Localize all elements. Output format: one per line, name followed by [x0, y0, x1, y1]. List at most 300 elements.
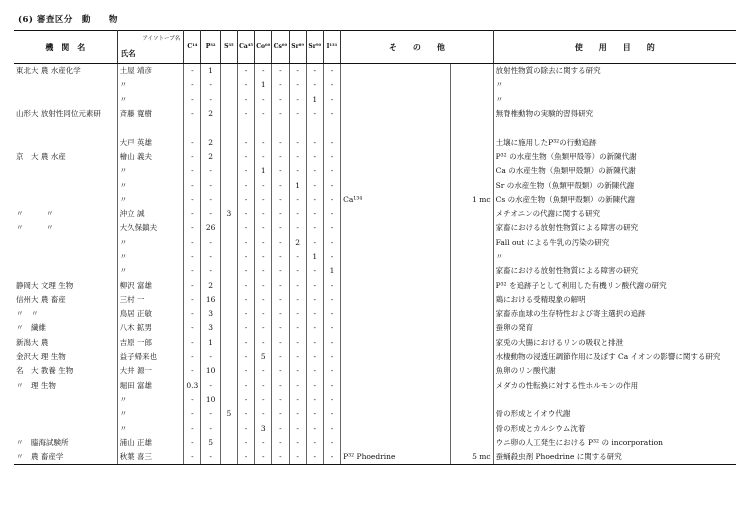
- isotope-value-cell: -: [323, 178, 340, 192]
- other-isotope-cell: [341, 321, 451, 335]
- isotope-value-cell: -: [237, 350, 254, 364]
- isotope-value-cell: -: [255, 307, 272, 321]
- isotope-value-cell: -: [306, 236, 323, 250]
- isotope-value-cell: -: [201, 178, 220, 192]
- person-name-cell: 檜山 義夫: [117, 150, 184, 164]
- table-row: [14, 121, 736, 135]
- other-isotope-cell: [341, 236, 451, 250]
- isotope-value-cell: -: [237, 278, 254, 292]
- name-header: [117, 31, 184, 64]
- isotope-value-cell: -: [237, 264, 254, 278]
- isotope-value-cell: -: [289, 135, 306, 149]
- isotope-value-cell: 3: [255, 421, 272, 435]
- isotope-value-cell: 26: [201, 221, 220, 235]
- person-name-cell: 沖立 誠: [117, 207, 184, 221]
- isotope-value-cell: -: [184, 393, 201, 407]
- isotope-value-cell: [220, 379, 237, 393]
- isotope-value-cell: -: [323, 336, 340, 350]
- isotope-value-cell: -: [272, 264, 289, 278]
- isotope-value-cell: -: [272, 93, 289, 107]
- isotope-value-cell: -: [237, 307, 254, 321]
- other-amount-cell: [450, 293, 493, 307]
- isotope-value-cell: [220, 293, 237, 307]
- other-amount-cell: [450, 150, 493, 164]
- isotope-value-cell: -: [237, 78, 254, 92]
- isotope-value-cell: -: [184, 236, 201, 250]
- isotope-value-cell: -: [255, 364, 272, 378]
- isotope-value-cell: -: [306, 164, 323, 178]
- isotope-value-cell: -: [184, 107, 201, 121]
- isotope-value-cell: -: [306, 150, 323, 164]
- person-name-cell: 吉原 一郎: [117, 336, 184, 350]
- isotope-value-cell: -: [289, 264, 306, 278]
- other-isotope-cell: [341, 379, 451, 393]
- isotope-value-cell: -: [323, 450, 340, 465]
- isotope-value-cell: -: [272, 221, 289, 235]
- isotope-value-cell: -: [237, 64, 254, 79]
- isotope-value-cell: -: [237, 379, 254, 393]
- isotope-value-cell: -: [306, 364, 323, 378]
- isotope-value-cell: -: [289, 350, 306, 364]
- table-row: [14, 78, 736, 92]
- isotope-value-cell: -: [237, 436, 254, 450]
- person-name-cell: 大久保鎮夫: [117, 221, 184, 235]
- purpose-cell: ウニ卵の人工発生における P³² の incorporation: [495, 437, 663, 447]
- isotope-value-cell: -: [289, 107, 306, 121]
- other-isotope-cell: [341, 278, 451, 292]
- person-name-header: 氏名: [120, 49, 136, 58]
- institution-cell: 名 大 教養 生物: [14, 364, 117, 378]
- purpose-header: 使 用 目 的: [493, 31, 736, 64]
- other-amount-cell: [450, 278, 493, 292]
- isotope-value-cell: -: [237, 421, 254, 435]
- isotope-value-cell: -: [201, 207, 220, 221]
- other-isotope-cell: [341, 178, 451, 192]
- table-row: [14, 135, 736, 149]
- person-name-cell: 柳沢 富雄: [117, 278, 184, 292]
- table-header-row: [14, 31, 736, 64]
- isotope-value-cell: 10: [201, 393, 220, 407]
- isotope-value-cell: -: [272, 250, 289, 264]
- person-name-cell: 浦山 正雄: [117, 436, 184, 450]
- isotope-value-cell: -: [272, 393, 289, 407]
- isotope-value-cell: -: [237, 178, 254, 192]
- isotope-value-cell: -: [201, 250, 220, 264]
- isotope-value-cell: -: [323, 107, 340, 121]
- person-name-cell: 〃: [117, 93, 184, 107]
- other-amount-cell: [450, 321, 493, 335]
- isotope-header: Ca⁴⁵: [237, 31, 254, 64]
- purpose-cell: 家兎の大腸におけるリンの吸収と排泄: [495, 337, 624, 347]
- isotope-value-cell: [220, 107, 237, 121]
- institution-cell: 京 大 農 水産: [14, 150, 117, 164]
- isotope-value-cell: [220, 93, 237, 107]
- isotope-value-cell: -: [201, 236, 220, 250]
- table-row: [14, 264, 736, 278]
- person-name-cell: 堀田 富雄: [117, 379, 184, 393]
- isotope-value-cell: [220, 307, 237, 321]
- isotope-value-cell: -: [306, 64, 323, 79]
- isotope-value-cell: -: [237, 135, 254, 149]
- isotope-value-cell: -: [272, 193, 289, 207]
- isotope-value-cell: -: [184, 278, 201, 292]
- institution-cell: [14, 421, 117, 435]
- isotope-value-cell: -: [323, 436, 340, 450]
- isotope-value-cell: -: [184, 321, 201, 335]
- person-name-cell: 八木 鉱男: [117, 321, 184, 335]
- institution-cell: [14, 236, 117, 250]
- isotope-value-cell: -: [323, 421, 340, 435]
- other-isotope-cell: [341, 436, 451, 450]
- isotope-value-cell: -: [323, 93, 340, 107]
- other-amount-cell: [450, 236, 493, 250]
- isotope-value-cell: -: [306, 293, 323, 307]
- isotope-value-cell: -: [184, 407, 201, 421]
- other-isotope-cell: [341, 364, 451, 378]
- other-isotope-cell: [341, 350, 451, 364]
- institution-cell: 金沢大 理 生物: [14, 350, 117, 364]
- isotope-value-cell: 3: [201, 307, 220, 321]
- person-name-cell: 〃: [117, 236, 184, 250]
- other-amount-cell: [450, 93, 493, 107]
- isotope-value-cell: [237, 121, 254, 135]
- person-name-cell: 〃: [117, 250, 184, 264]
- table-row: [14, 193, 736, 207]
- isotope-value-cell: -: [323, 364, 340, 378]
- person-name-cell: 鳥居 正敏: [117, 307, 184, 321]
- isotope-value-cell: [201, 121, 220, 135]
- isotope-value-cell: -: [306, 178, 323, 192]
- table-row: [14, 107, 736, 121]
- other-isotope-cell: [341, 121, 451, 135]
- institution-cell: [14, 78, 117, 92]
- isotope-value-cell: 0.3: [184, 379, 201, 393]
- purpose-cell: 骨の形成とカルシウム沈着: [495, 423, 586, 433]
- institution-cell: [14, 121, 117, 135]
- purpose-cell: 〃: [495, 94, 504, 104]
- isotope-value-cell: [220, 164, 237, 178]
- isotope-value-cell: -: [272, 64, 289, 79]
- institution-cell: 新潟大 農: [14, 336, 117, 350]
- isotope-value-cell: 2: [289, 236, 306, 250]
- other-isotope-cell: [341, 107, 451, 121]
- other-isotope-cell: [341, 150, 451, 164]
- isotope-value-cell: [220, 350, 237, 364]
- isotope-value-cell: [220, 421, 237, 435]
- isotope-value-cell: 2: [201, 278, 220, 292]
- person-name-cell: 秋葉 喜三: [117, 450, 184, 465]
- other-amount-cell: [450, 221, 493, 235]
- isotope-value-cell: -: [237, 164, 254, 178]
- isotope-value-cell: -: [289, 64, 306, 79]
- table-row: [14, 364, 736, 378]
- person-name-cell: 斉藤 寛樹: [117, 107, 184, 121]
- isotope-header: Sr⁸⁹: [289, 31, 306, 64]
- isotope-value-cell: -: [184, 193, 201, 207]
- isotope-value-cell: -: [306, 393, 323, 407]
- isotope-value-cell: -: [306, 221, 323, 235]
- isotope-value-cell: -: [237, 293, 254, 307]
- isotope-value-cell: -: [306, 421, 323, 435]
- isotope-value-cell: -: [237, 321, 254, 335]
- isotope-value-cell: -: [255, 207, 272, 221]
- isotope-value-cell: -: [272, 278, 289, 292]
- isotope-value-cell: -: [323, 407, 340, 421]
- isotope-value-cell: -: [184, 421, 201, 435]
- isotope-value-cell: -: [255, 278, 272, 292]
- animal-isotope-table: [14, 30, 736, 465]
- table-row: [14, 278, 736, 292]
- other-isotope-cell: P³² Phoedrine: [341, 450, 451, 465]
- isotope-value-cell: -: [237, 407, 254, 421]
- table-row: [14, 421, 736, 435]
- isotope-value-cell: -: [323, 78, 340, 92]
- other-isotope-cell: [341, 135, 451, 149]
- isotope-value-cell: [289, 121, 306, 135]
- other-isotope-cell: [341, 93, 451, 107]
- isotope-value-cell: 5: [201, 436, 220, 450]
- other-amount-cell: [450, 178, 493, 192]
- isotope-value-cell: [220, 278, 237, 292]
- table-row: [14, 450, 736, 465]
- isotope-value-cell: -: [272, 107, 289, 121]
- isotope-value-cell: -: [237, 364, 254, 378]
- isotope-value-cell: -: [184, 436, 201, 450]
- purpose-cell: 土壌に施用したP³²の行動追跡: [495, 137, 597, 147]
- institution-cell: [14, 93, 117, 107]
- purpose-cell: 骨の形成とイオウ代謝: [495, 409, 571, 419]
- isotope-value-cell: -: [255, 407, 272, 421]
- isotope-value-cell: -: [289, 293, 306, 307]
- isotope-value-cell: -: [272, 450, 289, 465]
- isotope-value-cell: -: [323, 150, 340, 164]
- isotope-value-cell: -: [306, 307, 323, 321]
- isotope-value-cell: [255, 121, 272, 135]
- isotope-value-cell: 1: [306, 250, 323, 264]
- isotope-value-cell: 1: [323, 264, 340, 278]
- purpose-cell: [493, 393, 736, 407]
- other-isotope-cell: [341, 64, 451, 79]
- isotope-value-cell: -: [323, 350, 340, 364]
- other-amount-cell: [450, 379, 493, 393]
- isotope-value-cell: -: [289, 321, 306, 335]
- other-amount-cell: [450, 407, 493, 421]
- purpose-cell: 水棲動物の浸透圧調節作用に及ぼす Ca イオンの影響に関する研究: [495, 352, 721, 362]
- isotope-value-cell: -: [255, 107, 272, 121]
- isotope-value-cell: -: [289, 307, 306, 321]
- person-name-cell: 大戸 英雄: [117, 135, 184, 149]
- isotope-value-cell: 3: [201, 321, 220, 335]
- isotope-value-cell: -: [323, 278, 340, 292]
- purpose-cell: メチオニンの代謝に関する研究: [495, 209, 601, 219]
- isotope-value-cell: -: [184, 350, 201, 364]
- isotope-value-cell: 1: [255, 78, 272, 92]
- institution-cell: [14, 264, 117, 278]
- other-isotope-cell: [341, 307, 451, 321]
- isotope-value-cell: -: [323, 393, 340, 407]
- isotope-value-cell: 10: [201, 364, 220, 378]
- isotope-value-cell: -: [201, 78, 220, 92]
- isotope-value-cell: -: [323, 193, 340, 207]
- isotope-value-cell: 1: [201, 64, 220, 79]
- isotope-value-cell: [220, 135, 237, 149]
- purpose-cell: 家畜における放射性物質による障害の研究: [495, 223, 639, 233]
- isotope-value-cell: -: [184, 78, 201, 92]
- table-row: [14, 336, 736, 350]
- institution-cell: [14, 193, 117, 207]
- isotope-value-cell: -: [289, 421, 306, 435]
- isotope-value-cell: -: [323, 321, 340, 335]
- isotope-value-cell: [220, 150, 237, 164]
- isotope-value-cell: -: [255, 336, 272, 350]
- isotope-value-cell: -: [323, 207, 340, 221]
- institution-header: 機 関 名: [14, 31, 117, 64]
- isotope-value-cell: [220, 393, 237, 407]
- isotope-value-cell: -: [289, 436, 306, 450]
- other-amount-cell: [450, 436, 493, 450]
- isotope-value-cell: -: [272, 307, 289, 321]
- purpose-cell: P³² の水産生物（魚類甲殻等）の新陳代謝: [495, 151, 637, 161]
- isotope-value-cell: -: [323, 307, 340, 321]
- person-name-cell: 益子帰来也: [117, 350, 184, 364]
- isotope-value-cell: -: [255, 379, 272, 393]
- isotope-value-cell: -: [306, 379, 323, 393]
- isotope-value-cell: -: [306, 336, 323, 350]
- isotope-value-cell: [220, 236, 237, 250]
- other-amount-cell: [450, 336, 493, 350]
- isotope-value-cell: -: [255, 93, 272, 107]
- isotope-value-cell: -: [289, 150, 306, 164]
- isotope-value-cell: -: [272, 207, 289, 221]
- isotope-value-cell: -: [306, 207, 323, 221]
- person-name-cell: 〃: [117, 393, 184, 407]
- person-name-cell: 〃: [117, 407, 184, 421]
- isotope-value-cell: -: [255, 293, 272, 307]
- isotope-value-cell: [220, 78, 237, 92]
- isotope-value-cell: -: [237, 221, 254, 235]
- table-row: [14, 393, 736, 407]
- isotope-value-cell: -: [237, 236, 254, 250]
- person-name-cell: 〃: [117, 264, 184, 278]
- isotope-value-cell: -: [272, 336, 289, 350]
- table-row: [14, 93, 736, 107]
- purpose-cell: 蚕蛹殺虫剤 Phoedrine に関する研究: [493, 450, 736, 465]
- isotope-value-cell: -: [306, 278, 323, 292]
- isotope-value-cell: 5: [255, 350, 272, 364]
- isotope-value-cell: -: [184, 207, 201, 221]
- other-amount-cell: [450, 207, 493, 221]
- other-isotope-cell: [341, 293, 451, 307]
- isotope-value-cell: [306, 121, 323, 135]
- table-row: [14, 207, 736, 221]
- isotope-value-cell: -: [184, 307, 201, 321]
- person-name-cell: 〃: [117, 193, 184, 207]
- person-name-cell: 三村 一: [117, 293, 184, 307]
- other-isotope-cell: [341, 164, 451, 178]
- other-isotope-cell: [341, 421, 451, 435]
- institution-cell: [14, 178, 117, 192]
- isotope-value-cell: -: [289, 221, 306, 235]
- isotope-value-cell: 1: [255, 164, 272, 178]
- isotope-value-cell: [220, 193, 237, 207]
- isotope-value-cell: 1: [306, 93, 323, 107]
- table-row: [14, 436, 736, 450]
- other-amount-cell: [450, 307, 493, 321]
- isotope-value-cell: -: [237, 193, 254, 207]
- isotope-value-cell: -: [289, 78, 306, 92]
- person-name-cell: [117, 121, 184, 135]
- purpose-cell: 無脊椎動物の実験的習得研究: [495, 109, 594, 119]
- isotope-value-cell: 1: [201, 336, 220, 350]
- purpose-cell: 蚕卵の発育: [495, 323, 534, 333]
- isotope-value-cell: -: [201, 450, 220, 465]
- isotope-value-cell: -: [201, 379, 220, 393]
- isotope-value-cell: [220, 64, 237, 79]
- institution-cell: [14, 393, 117, 407]
- isotope-value-cell: -: [201, 421, 220, 435]
- other-amount-cell: [450, 364, 493, 378]
- isotope-value-cell: -: [272, 150, 289, 164]
- other-amount-cell: [450, 350, 493, 364]
- purpose-cell: メダカの性転換に対する性ホルモンの作用: [495, 380, 639, 390]
- other-isotope-cell: Ca¹³⁴: [341, 193, 451, 207]
- isotope-value-cell: -: [289, 379, 306, 393]
- table-row: [14, 307, 736, 321]
- institution-cell: 〃 〃: [14, 207, 117, 221]
- isotope-header: I¹³¹: [323, 31, 340, 64]
- purpose-cell: 放射性物質の除去に関する研究: [495, 66, 601, 76]
- isotope-value-cell: -: [201, 407, 220, 421]
- other-amount-cell: [450, 393, 493, 407]
- isotope-value-cell: [220, 364, 237, 378]
- isotope-value-cell: [220, 450, 237, 465]
- isotope-value-cell: -: [323, 379, 340, 393]
- isotope-value-cell: -: [184, 178, 201, 192]
- purpose-cell: Fall out による牛乳の汚染の研究: [495, 237, 610, 247]
- isotope-value-cell: -: [323, 236, 340, 250]
- institution-cell: 山形大 放射性同位元素研: [14, 107, 117, 121]
- isotope-value-cell: -: [289, 336, 306, 350]
- table-row: [14, 164, 736, 178]
- isotope-value-cell: 5: [220, 407, 237, 421]
- person-name-cell: 土屋 靖彦: [117, 64, 184, 79]
- other-isotope-cell: [341, 407, 451, 421]
- person-name-cell: 〃: [117, 78, 184, 92]
- isotope-value-cell: -: [306, 436, 323, 450]
- isotope-value-cell: -: [323, 164, 340, 178]
- isotope-value-cell: -: [272, 164, 289, 178]
- institution-cell: 静岡大 文理 生物: [14, 278, 117, 292]
- isotope-value-cell: -: [289, 364, 306, 378]
- other-amount-cell: [450, 421, 493, 435]
- isotope-value-cell: -: [323, 64, 340, 79]
- other-amount-cell: 1 mc: [450, 193, 493, 207]
- institution-cell: 〃 理 生物: [14, 379, 117, 393]
- isotope-value-cell: [220, 336, 237, 350]
- isotope-header: S³⁵: [220, 31, 237, 64]
- isotope-value-cell: -: [184, 221, 201, 235]
- isotope-value-cell: -: [306, 407, 323, 421]
- isotope-value-cell: -: [289, 407, 306, 421]
- purpose-cell: 〃: [495, 252, 504, 261]
- isotope-value-cell: -: [272, 350, 289, 364]
- other-isotope-cell: [341, 78, 451, 92]
- isotope-value-cell: -: [255, 264, 272, 278]
- isotope-value-cell: -: [255, 221, 272, 235]
- isotope-value-cell: -: [306, 321, 323, 335]
- table-row: [14, 64, 736, 79]
- isotope-value-cell: [323, 121, 340, 135]
